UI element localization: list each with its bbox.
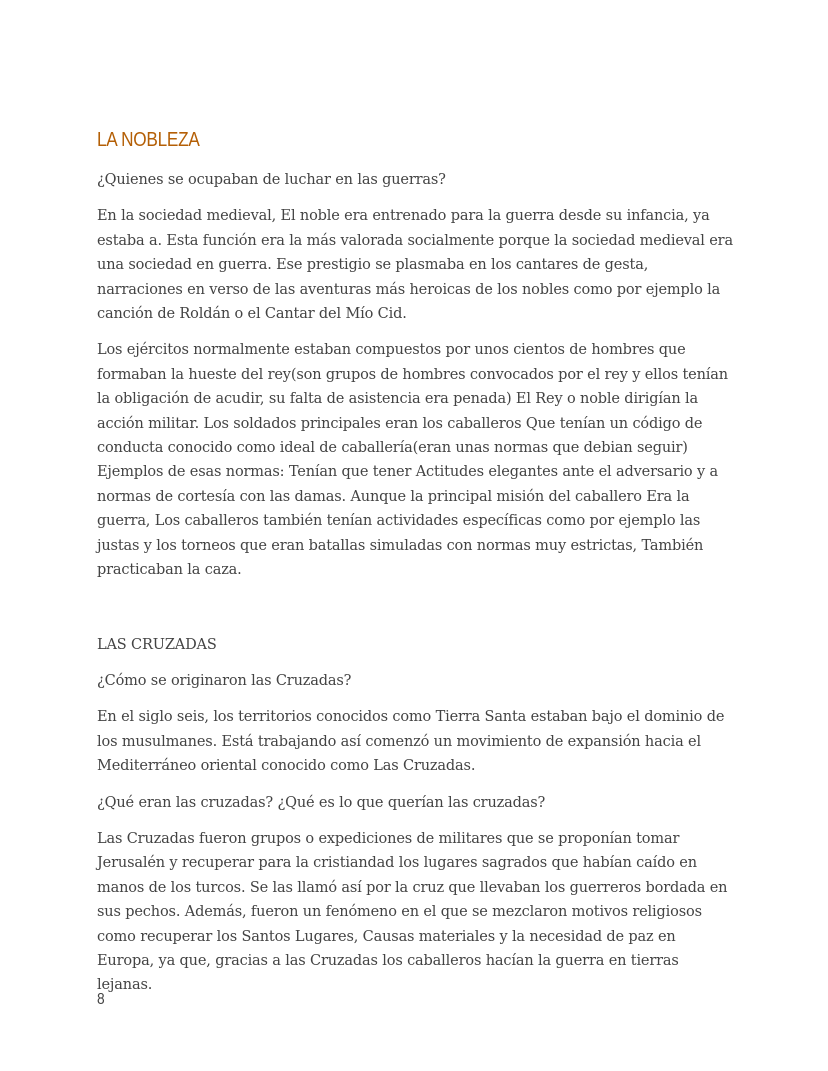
paragraph-nobleza-2: Los ejércitos normalmente estaban compuestos por unos cientos de hombres que formaban la hueste del rey(son grupos de hombres convocados por el rey y ellos tenían la obligación de acudir, su falta de asistencia era penada) El Rey o noble dirigían la acción militar. Los soldados principales eran los caballeros Que tenían un código de conducta conocido como ideal de caballería(eran unas normas que debian seguir) Ejemplos de esas normas: Tenían que tener Actitudes elegantes ante el adversario y a normas de cortesía con las damas. Aunque la principal misión del caballero Era la guerra, Los caballeros también tenían actividades específicas como por ejemplo las justas y los torneos que eran batallas simuladas con normas muy estrictas, También practicaban la caza. [97,342,728,579]
question-que-eran-cruzadas: ¿Qué eran las cruzadas? ¿Qué es lo que querían las cruzadas? [97,794,546,811]
paragraph-cruzadas-2: Las Cruzadas fueron grupos o expediciones de militares que se proponían tomar Jerusalén y recuperar para la cristiandad los lugares sagrados que habían caído en manos de los turcos. Se las llamó así por la cruz que llevaban los guerreros bordada en sus pechos. Además, fueron un fenómeno en el que se mezclaron motivos religiosos como recuperar los Santos Lugares, Causas materiales y la necesidad de paz en Europa, ya que, gracias a las Cruzadas los caballeros hacían la guerra en tierras lejanas. [97,830,728,994]
section-title-las-cruzadas: LAS CRUZADAS [97,636,217,653]
question-origen-cruzadas: ¿Cómo se originaron las Cruzadas? [97,672,352,689]
page-number: 8 [97,991,105,1008]
section-spacer [97,595,737,633]
paragraph-cruzadas-1: En el siglo seis, los territorios conocidos como Tierra Santa estaban bajo el dominio de los musulmanes. Está trabajando así comenzó un movimiento de expansión hacia el Mediterráneo oriental conocido como Las Cruzadas. [97,709,725,775]
section-title-la-nobleza: LA NOBLEZA [97,129,200,151]
question-quienes-luchaban: ¿Quienes se ocupaban de luchar en las guerras? [97,172,446,188]
document-content [97,124,737,1010]
paragraph-nobleza-1: En la sociedad medieval, El noble era entrenado para la guerra desde su infancia, ya estaba a. Esta función era la más valorada socialmente porque la sociedad medieval era una sociedad en guerra. Ese prestigio se plasmaba en los cantares de gesta, narraciones en verso de las aventuras más heroicas de los nobles como por ejemplo la canción de Roldán o el Cantar del Mío Cid. [97,208,733,323]
